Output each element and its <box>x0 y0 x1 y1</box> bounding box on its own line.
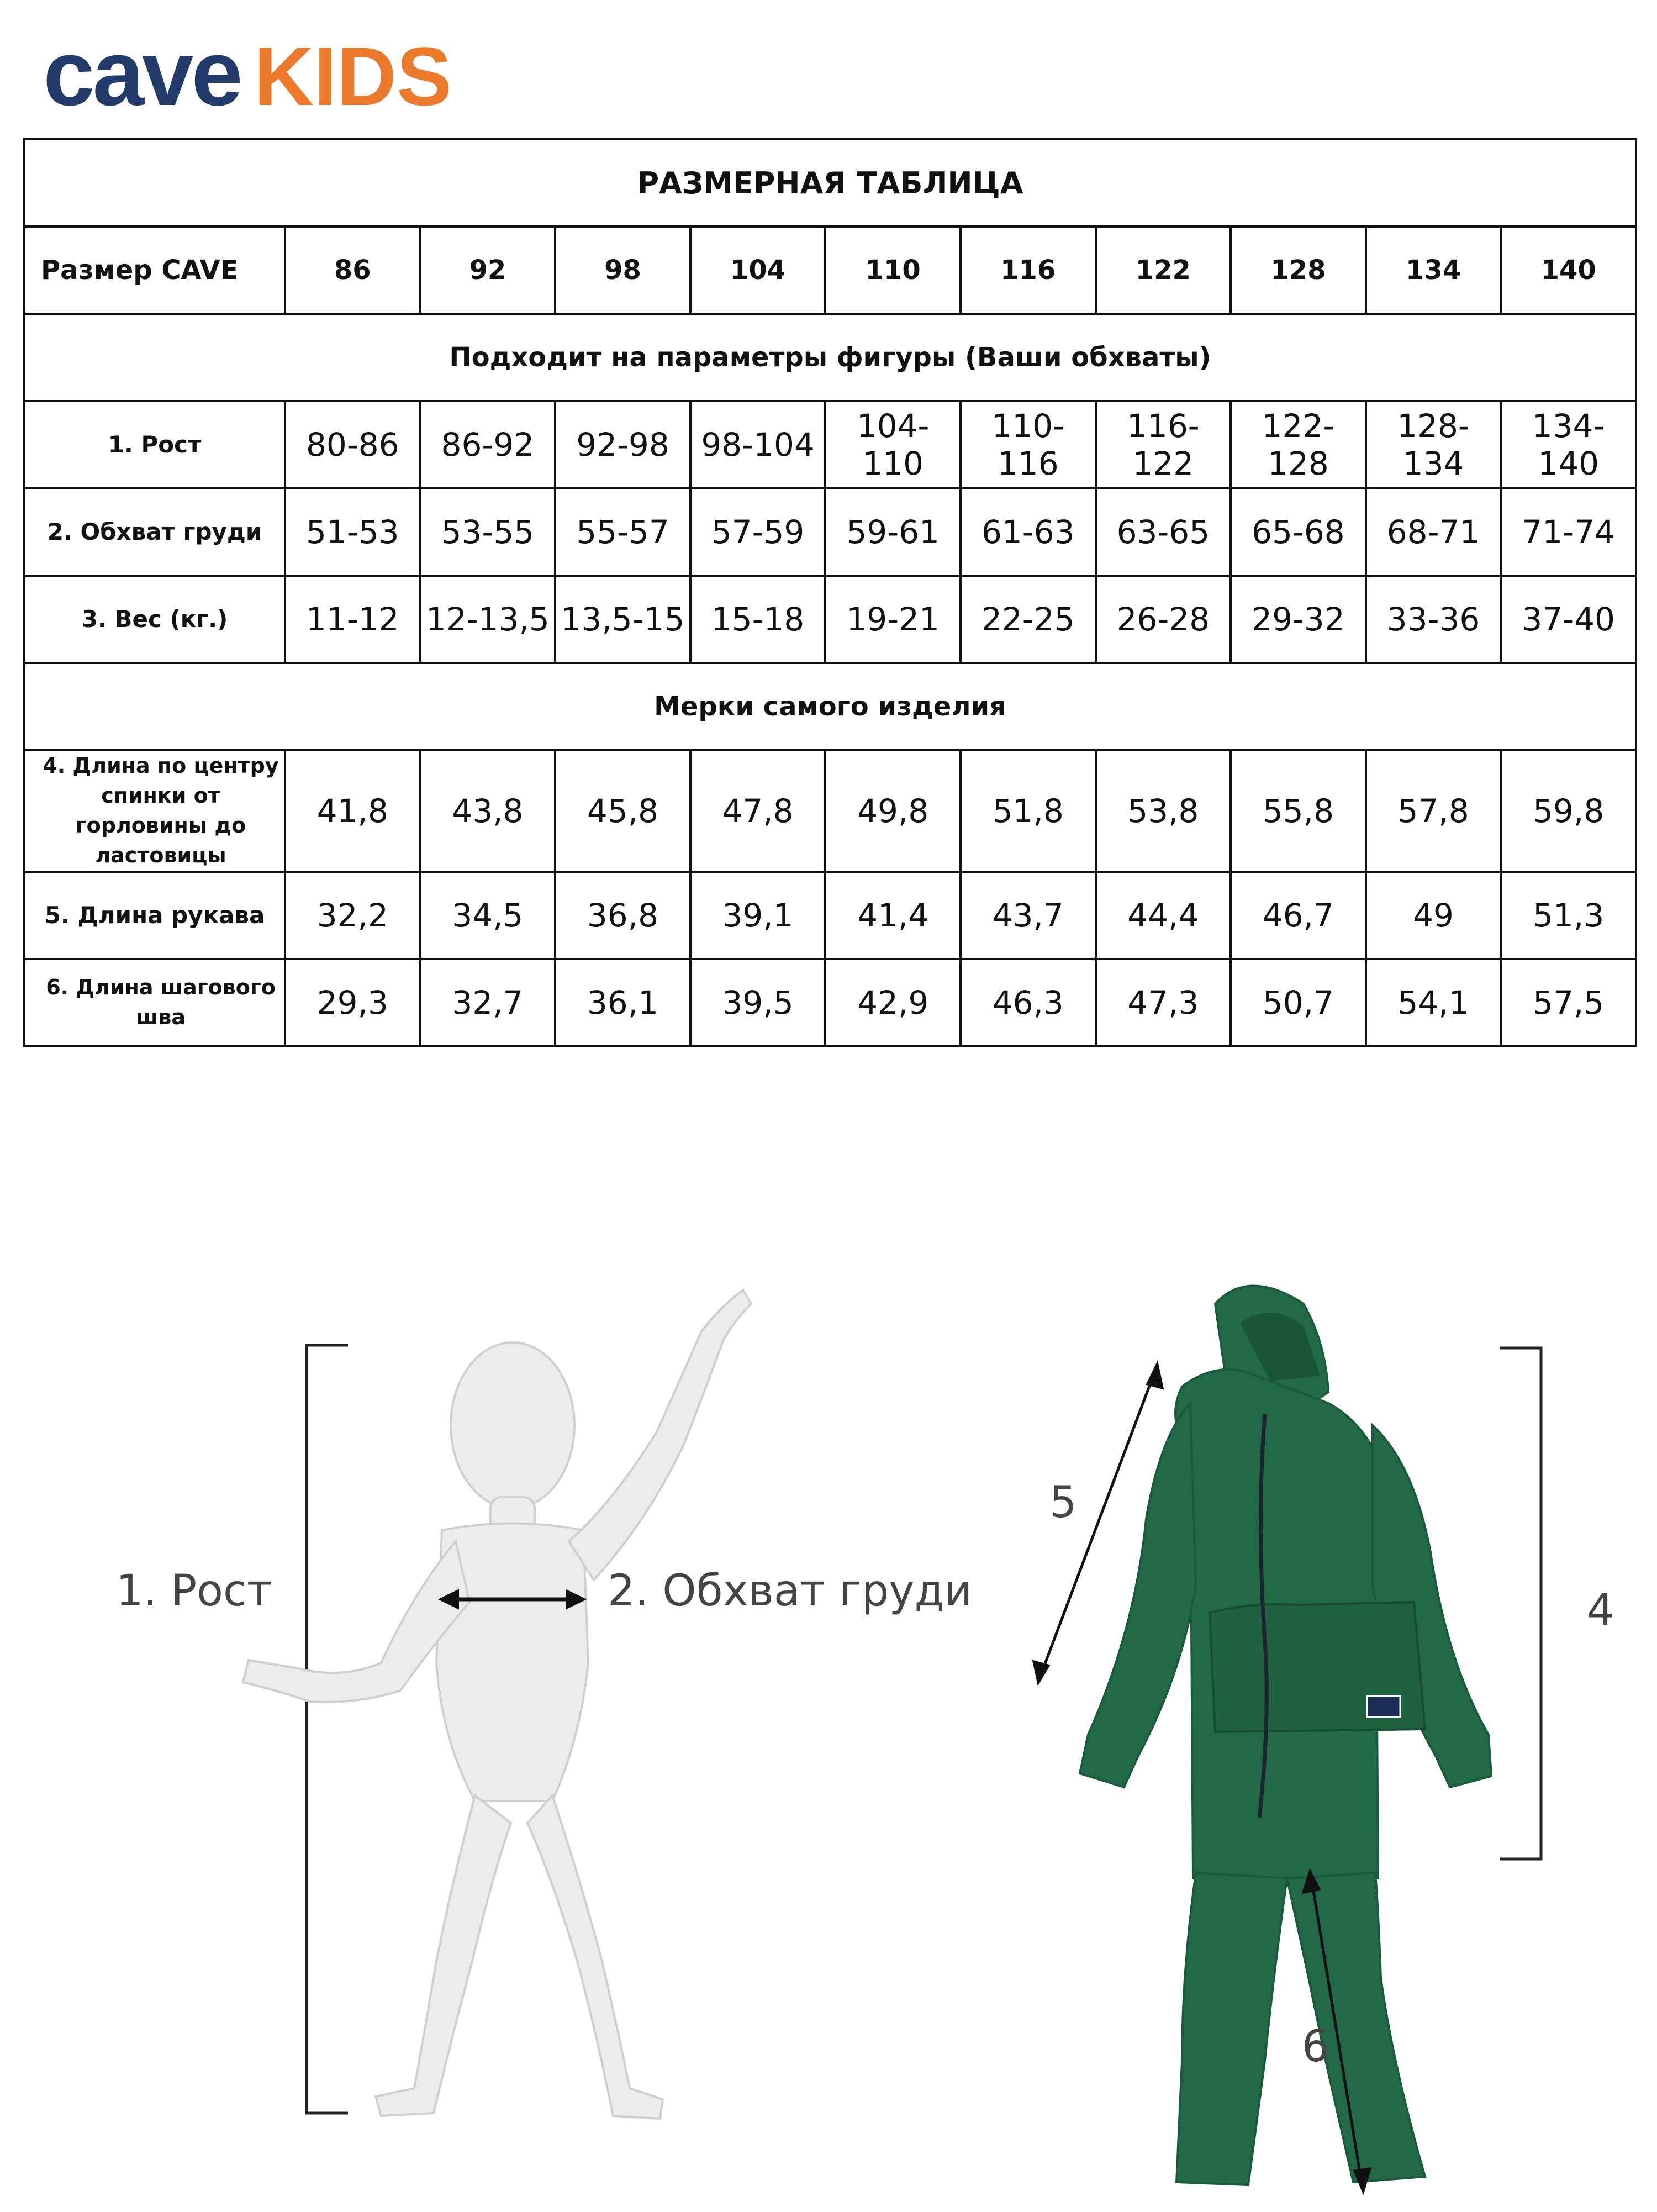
size-label: Размер CAVE <box>24 227 285 314</box>
table-cell: 57,5 <box>1501 959 1636 1046</box>
brand-name: cave <box>43 21 241 125</box>
size-header-cell: 86 <box>285 227 420 314</box>
brand-sub: KIDS <box>254 30 452 123</box>
table-cell: 104-110 <box>825 401 961 488</box>
size-header-cell: 92 <box>420 227 556 314</box>
table-cell: 39,1 <box>690 872 826 959</box>
table-cell: 53-55 <box>420 488 556 576</box>
mannequin-icon <box>243 1290 751 2119</box>
brand-patch-icon <box>1367 1696 1400 1717</box>
table-cell: 110-116 <box>961 401 1096 488</box>
table-cell: 49,8 <box>825 750 961 872</box>
size-header-cell: 98 <box>555 227 690 314</box>
table-cell: 33-36 <box>1366 576 1501 663</box>
table-cell: 98-104 <box>690 401 826 488</box>
table-cell: 80-86 <box>285 401 420 488</box>
table-row-inseam <box>24 959 1636 1046</box>
table-cell: 86-92 <box>420 401 556 488</box>
size-header-cell: 134 <box>1366 227 1501 314</box>
table-cell: 45,8 <box>555 750 690 872</box>
mannequin-diagram <box>0 1243 973 2210</box>
jumpsuit-icon <box>1080 1286 1491 2185</box>
row-label: 1. Рост <box>24 401 285 488</box>
table-cell: 22-25 <box>961 576 1096 663</box>
table-cell: 36,1 <box>555 959 690 1046</box>
table-cell: 57-59 <box>690 488 826 576</box>
table-cell: 128-134 <box>1366 401 1501 488</box>
back-length-number: 4 <box>1587 1586 1614 1635</box>
row-label: 3. Вес (кг.) <box>24 576 285 663</box>
back-length-bracket <box>1500 1348 1541 1859</box>
table-row-chest <box>24 488 1636 576</box>
table-cell: 71-74 <box>1501 488 1636 576</box>
table-cell: 63-65 <box>1096 488 1231 576</box>
table-cell: 50,7 <box>1231 959 1366 1046</box>
table-cell: 65-68 <box>1231 488 1366 576</box>
size-header-cell: 104 <box>690 227 826 314</box>
table-cell: 13,5-15 <box>555 576 690 663</box>
table-cell: 61-63 <box>961 488 1096 576</box>
table-row-weight <box>24 576 1636 663</box>
table-cell: 68-71 <box>1366 488 1501 576</box>
table-cell: 46,7 <box>1231 872 1366 959</box>
table-cell: 92-98 <box>555 401 690 488</box>
row-label: 6. Длина шагового шва <box>24 959 285 1046</box>
table-cell: 55,8 <box>1231 750 1366 872</box>
table-cell: 26-28 <box>1096 576 1231 663</box>
table-cell: 53,8 <box>1096 750 1231 872</box>
table-cell: 51,3 <box>1501 872 1636 959</box>
mannequin-drawing <box>0 1243 828 2210</box>
table-cell: 39,5 <box>690 959 826 1046</box>
table-cell: 19-21 <box>825 576 961 663</box>
height-bracket <box>307 1345 348 2113</box>
table-cell: 44,4 <box>1096 872 1231 959</box>
table-cell: 32,2 <box>285 872 420 959</box>
table-title: РАЗМЕРНАЯ ТАБЛИЦА <box>24 139 1636 227</box>
table-cell: 122-128 <box>1231 401 1366 488</box>
row-label: 2. Обхват груди <box>24 488 285 576</box>
table-cell: 37-40 <box>1501 576 1636 663</box>
table-cell: 43,7 <box>961 872 1096 959</box>
section-body-params: Подходит на параметры фигуры (Ваши обхваты) <box>24 314 1636 401</box>
table-cell: 11-12 <box>285 576 420 663</box>
table-cell: 41,8 <box>285 750 420 872</box>
table-cell: 41,4 <box>825 872 961 959</box>
table-cell: 55-57 <box>555 488 690 576</box>
table-cell: 36,8 <box>555 872 690 959</box>
table-cell: 29-32 <box>1231 576 1366 663</box>
table-cell: 134-140 <box>1501 401 1636 488</box>
table-row-sleeve <box>24 872 1636 959</box>
height-label: 1. Рост <box>116 1566 272 1616</box>
size-header-cell: 122 <box>1096 227 1231 314</box>
size-header-cell: 116 <box>961 227 1096 314</box>
table-cell: 12-13,5 <box>420 576 556 663</box>
table-cell: 32,7 <box>420 959 556 1046</box>
table-cell: 51,8 <box>961 750 1096 872</box>
size-header-row <box>24 227 1636 314</box>
row-label: 5. Длина рукава <box>24 872 285 959</box>
table-cell: 51-53 <box>285 488 420 576</box>
chest-label: 2. Обхват груди <box>608 1566 973 1616</box>
table-cell: 49 <box>1366 872 1501 959</box>
table-cell: 34,5 <box>420 872 556 959</box>
size-header-cell: 128 <box>1231 227 1366 314</box>
table-cell: 29,3 <box>285 959 420 1046</box>
table-cell: 46,3 <box>961 959 1096 1046</box>
table-cell: 42,9 <box>825 959 961 1046</box>
table-cell: 47,8 <box>690 750 826 872</box>
table-cell: 59,8 <box>1501 750 1636 872</box>
table-row-back-length <box>24 750 1636 872</box>
table-cell: 59-61 <box>825 488 961 576</box>
table-cell: 15-18 <box>690 576 826 663</box>
table-cell: 43,8 <box>420 750 556 872</box>
table-cell: 47,3 <box>1096 959 1231 1046</box>
jumpsuit-drawing <box>828 1243 1657 2210</box>
size-table <box>23 138 1637 1047</box>
brand-logo <box>43 21 452 125</box>
table-row-height <box>24 401 1636 488</box>
size-header-cell: 110 <box>825 227 961 314</box>
size-header-cell: 140 <box>1501 227 1636 314</box>
sleeve-measure-number: 5 <box>1049 1478 1077 1528</box>
table-cell: 54,1 <box>1366 959 1501 1046</box>
inseam-number: 6 <box>1302 2022 1329 2072</box>
section-garment-measurements: Мерки самого изделия <box>24 663 1636 750</box>
table-cell: 116-122 <box>1096 401 1231 488</box>
row-label: 4. Длина по центру спинки от горловины до ластовицы <box>24 750 285 872</box>
table-cell: 57,8 <box>1366 750 1501 872</box>
jumpsuit-diagram <box>828 1243 1657 2210</box>
